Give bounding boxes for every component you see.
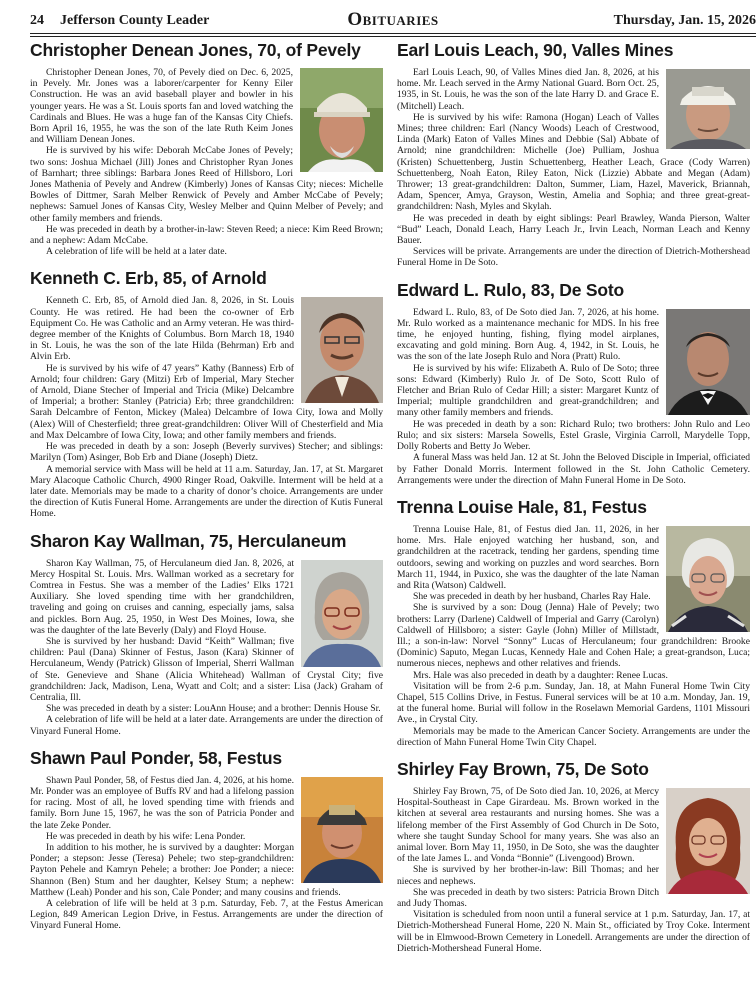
obituary-headline: Christopher Denean Jones, 70, of Pevely [30, 40, 361, 60]
portrait-photo-erb [301, 297, 383, 403]
obituary-ponder [30, 748, 383, 932]
obituary-paragraph: He was preceded in death by a son: Joseph (Beverly survives) Stecher; and siblings: Marilyn (Tom) Asinger, Bob Erb and Diane (Joseph) Dietz. [30, 441, 383, 464]
obituary-headline: Shawn Paul Ponder, 58, Festus [30, 747, 282, 768]
obituary-leach [397, 40, 750, 269]
issue-date: Thursday, Jan. 15, 2026 [613, 13, 756, 28]
obituary-paragraph: He is survived by his wife: Elizabeth A. Rulo of De Soto; three sons: Edward (Kimberly) Rulo Jr. of De Soto, Scott Rulo of Fletcher and Brian Rulo of Cedar Hill; a sister: Margaret Kuntz of Imperial; multiple grandchildren and great-grandchildren; and many other family members and friends. [397, 362, 659, 419]
obituary-paragraph: He was preceded in death by a son: Richard Rulo; two brothers: John Rulo and Leo Rulo; and six sisters: Marsela Sowells, Estel Grasle, Virginia Carroll, Marydelle Topp, Dolly Roberts and Betty Jo Weber. [397, 418, 750, 453]
obituary-paragraph: He is survived by his wife: Deborah McCabe Jones of Pevely; two sons: Joshua Michael (Jill) Jones and Christopher Ryan Jones of Barnhart; three siblings: Barbara Jones Reed of Hillsboro, Lori Jones Mathenia of Pevely and Andrew (Kimberly) Jones of Kansas City; nieces: Michelle Bowles of Dittmer, Sarah Melber Renwick of Pevely and Amber McCabe of Pevely; nephews: Samuel Jones of Kansas City, Wesley Melber and Quinn Melber of Pevely; and other family members and friends. [30, 145, 383, 224]
obituary-paragraph: She was preceded in death by a sister: LouAnn House; and a brother: Dennis House Sr. [46, 703, 381, 715]
obituary-headline: Edward L. Rulo, 83, De Soto [397, 279, 624, 300]
obituary-wallman [30, 531, 383, 737]
obituary-paragraph: She is survived by her brother-in-law: Bill Thomas; and her nieces and nephews. [397, 864, 659, 887]
obituary-paragraph: A memorial service with Mass will be held at 11 a.m. Saturday, Jan. 17, at St. Margaret Mary Alacoque Catholic Church, 4900 Ringer Road, Oakville. Interment will be held at a later date. Memorials may be made to a charity of donor’s choice. Arrangements are under the direction of Kutis Funeral Home. Arrangements are under the direction of Kutis Funeral Home. [30, 463, 383, 520]
obituary-paragraph: She is survived by her husband: David “Keith” Wallman; five children: Paul (Dana) Skinner of Festus, Jason (Kara) Skinner of Herculaneum, Wendy (Patrick) Glisson of Imperial, Sherri Wallman of Ste. Genevieve and Shane (Alicia Whitehead) Wallman of Crystal City; five grandchildren: Jack, Madison, Lena, Wyatt and Colt; and a sister: Lisa (Jack) Graham of Centralia, Ill. [30, 635, 383, 703]
obituary-headline: Shirley Fay Brown, 75, De Soto [397, 758, 649, 779]
portrait-photo-wallman [301, 560, 383, 667]
left-column [30, 40, 383, 932]
obituary-paragraph: A celebration of life will be held at a later date. Arrangements are under the direction of Vinyard Funeral Home. [30, 714, 383, 737]
portrait-photo-jones [300, 68, 383, 172]
obituary-paragraph: Visitation is scheduled from noon until a funeral service at 1 p.m. Saturday, Jan. 17, at Dietrich-Mothershead Funeral Home, 220 N. Main St., officiated by Troy Coke. Interment will be in Elmwood-Brown Cemetery in Lonedell. Arrangements are under the direction of Dietrich-Mothershead Funeral Home. [397, 909, 750, 954]
obituary-headline: Earl Louis Leach, 90, Valles Mines [397, 40, 674, 60]
obituary-headline: Trenna Louise Hale, 81, Festus [397, 496, 647, 517]
portrait-photo-hale [666, 526, 750, 632]
portrait-photo-rulo [666, 309, 750, 415]
portrait-photo-brown [666, 788, 750, 894]
obituary-paragraph: He is survived by his wife: Ramona (Hogan) Leach of Valles Mines; three children: Earl (Nancy Woods) Leach of Crestwood, Linda (Mark) Eaton of Valles Mines and Debbie (Sal) Abbate of Arnold; nine grandchildren: Michelle (Joe) Pulliam, Joshua (Kristen) Schuettenberg, Justin Schuettenberg, Heather Leach, Grace (Cody Warren) Schuettenberg, Noah Eaton, Riley Eaton, Nick (Lizzie) Abbate and Megan (Adam) Thrower; 13 great-grandchildren: Dalton, Summer, Liam, Hazel, Maverick, Briannah, Adam, Spencer, Amya, Grayson, Westin, Amelia and Sophia; and three great-great-grandchildren: Nash, Myles and Skylah. [397, 111, 750, 213]
obituary-erb [30, 268, 383, 519]
page-header [30, 9, 756, 35]
header-rule [30, 33, 756, 34]
obituary-paragraph: A funeral Mass was held Jan. 12 at St. John the Beloved Disciple in Imperial, officiated by Father Donald Morris. Interment followed in the St. John Catholic Cemetery. Arrangements were under the direction of Mahn Funeral Home in De Soto. [397, 452, 750, 486]
obituary-paragraph: In addition to his mother, he is survived by a daughter: Morgan Ponder; a stepson: Jesse (Teresa) Pehele; two step-grandchildren: Payton Pehele and Kamryn Pehele; a brother: Joe Ponder; a niece: Shannon (Ben) Stum and her daughter, Kelsey Stum; a nephew: Matthew (Leah) Ponder and his son, Cale Ponder; and many cousins and friends. [30, 841, 341, 898]
obituary-brown [397, 759, 750, 954]
obituary-paragraph: Visitation will be from 2-6 p.m. Sunday, Jan. 18, at Mahn Funeral Home Twin City Chapel, 515 Collins Drive, in Festus. Funeral services will be at 10 a.m. Monday, Jan. 19, at the funeral home. Burial will follow in the Roselawn Memorial Gardens, 1101 Missouri Ave., in Crystal City. [397, 680, 750, 726]
header-rule-2 [30, 36, 756, 37]
obituary-paragraph: Trenna Louise Hale, 81, of Festus died Jan. 11, 2026, in her home. Mrs. Hale enjoyed watching her husband, son, and grandchildren at the racetrack, tending her gardens, spending time outdoors, sewing and working on puzzles and word searches. Born March 11, 1944, in Puxico, she was the daughter of the late Naman and Rita (Watson) Caldwell. [397, 523, 659, 591]
obituary-paragraph: Sharon Kay Wallman, 75, of Herculaneum died Jan. 8, 2026, at Mercy Hospital St. Louis. Mrs. Wallman worked as a secretary for Comtrea in Festus. She was a member of the Ladies’ Elks 1721 Auxiliary. She loved spending time with her grandchildren, traveling and going on cruises and canning, especially jams, salsa and pickles. Born Aug. 25, 1950, in West Des Moines, Iowa, she was the daughter of the late Beverly (Daly) and Floyd House. [30, 557, 294, 636]
obituary-paragraph: A celebration of life will be held at 3 p.m. Saturday, Feb. 7, at the Festus American Legion, 849 American Legion Drive, in Festus. Arrangements are under the direction of Vinyard Funeral Home. [30, 898, 383, 932]
obituary-paragraph: She was preceded in death by two sisters: Patricia Brown Ditch and Judy Thomas. [397, 886, 659, 909]
portrait-photo-ponder [301, 777, 383, 883]
obituary-jones [30, 40, 383, 257]
obituary-paragraph: Services will be private. Arrangements are under the direction of Dietrich-Mothershead Funeral Home in De Soto. [397, 246, 750, 269]
obituary-paragraph: A celebration of life will be held at a later date. [46, 246, 227, 258]
obituary-paragraph: He was preceded in death by his wife: Lena Ponder. [46, 830, 246, 842]
obituary-paragraph: Memorials may be made to the American Cancer Society. Arrangements are under the direction of Mahn Funeral Home Twin City Chapel. [397, 725, 750, 748]
obituary-rulo [397, 280, 750, 486]
obituary-paragraph: Shirley Fay Brown, 75, of De Soto died Jan. 10, 2026, at Mercy Hospital-Southeast in Cape Girardeau. Ms. Brown worked in the kitchen at several area restaurants and nursing homes. She was a lifelong member of the First Assembly of God Church in De Soto, where she taught Sunday School for many years. She was also an animal lover. Born May 11, 1950, in De Soto, she was the daughter of the late James L. and Vonda “Bonnie” (Livengood) Brown. [397, 785, 659, 865]
obituary-paragraph: She was preceded in death by her husband, Charles Ray Hale. [413, 591, 651, 603]
portrait-photo-leach [666, 69, 750, 149]
obituary-paragraph: Edward L. Rulo, 83, of De Soto died Jan. 7, 2026, at his home. Mr. Rulo worked as a maintenance mechanic for MDS. In his free time, he enjoyed hunting, fishing, flying model airplanes, excavating and gold mining. Born Aug. 4, 1942, in St. Louis, he was the son of the late Joseph Rulo and Nora (Pratt) Rulo. [397, 306, 659, 363]
page-number: 24 [30, 13, 44, 28]
right-column [397, 40, 750, 954]
obituary-headline: Kenneth C. Erb, 85, of Arnold [30, 268, 267, 289]
obituary-headline: Sharon Kay Wallman, 75, Herculaneum [30, 530, 347, 551]
obituary-paragraph: Christopher Denean Jones, 70, of Pevely died on Dec. 6, 2025, in Pevely. Mr. Jones was a laborer/carpenter for Kenny Eiler Construction. He was an avid baseball player and bowler in his younger years. He was a St. Louis sports fan and loved watching the Cardinals and Blues. He was a huge fan of the Kansas City Chiefs. Born April 16, 1955, he was the son of the late Ruth Keim Jones and William Denean Jones. [30, 67, 293, 146]
obituary-paragraph: He is survived by his wife of 47 years” Kathy (Banness) Erb of Arnold; four children: Gary (Mitzi) Erb of Imperial, Mary Stecher of Arnold, Diane Stecher of Imperial and Tricia (Mike) Delcambre of Imperial; a brother: Stanley (Patricia) Erb; three grandchildren: Sarah Delcambre of Fenton, Mickey (Malea) Delcambre of Iowa City, Iowa and Molly (Alex) Will of Chesterfield; three great-grandchildren: Oliver Will of Chesterfield and Mia and Max Delcambre of Iowa City, Iowa; and other family members and friends. [30, 362, 383, 441]
obituary-paragraph: He was preceded in death by a brother-in-law: Steven Reed; a niece: Kim Reed Brown; and a nephew: Adam McCabe. [30, 223, 383, 247]
obituary-paragraph: Mrs. Hale was also preceded in death by a daughter: Renee Lucas. [413, 669, 668, 681]
obituary-paragraph: She is survived by a son: Doug (Jenna) Hale of Pevely; two brothers: Larry (Darlene) Caldwell of Imperial and Garry (Carolyn) Caldwell of Hillsboro; a sister: Gayle (John) Miller of Millstadt, Ill.; a son-in-law: Norvel “Sonny” Lucas of Herculaneum; four grandchildren: Brooke (Dominic) Saputo, Megan Lucas, Kennedy Hale and Cohen Hale; a great-grandson, Luca; numerous nieces, nephews and other relatives and friends. [397, 602, 750, 670]
obituary-paragraph: Shawn Paul Ponder, 58, of Festus died Jan. 4, 2026, at his home. Mr. Ponder was an employee of Buffs RV and had a lifelong passion for racing. Most of all, he loved spending time with friends and family. Born June 15, 1967, he was the son of Patricia Ponder and the late Zeke Ponder. [30, 774, 294, 831]
obituary-hale [397, 497, 750, 748]
obituary-paragraph: Earl Louis Leach, 90, of Valles Mines died Jan. 8, 2026, at his home. Mr. Leach served in the Army National Guard. Born Oct. 25, 1935, in St. Louis, he was the son of the late Harry D. and Grace E. (Mitchell) Leach. [397, 67, 659, 112]
section-title: Obituaries [347, 9, 439, 30]
obituary-paragraph: He was preceded in death by eight siblings: Pearl Brawley, Wanda Pierson, Walter “Bud” Leach, Donald Leach, Harry Leach Jr., Irvin Leach, Norman Leach and Kenny Bauer. [397, 212, 750, 247]
publication-name: Jefferson County Leader [60, 13, 210, 28]
obituary-paragraph: Kenneth C. Erb, 85, of Arnold died Jan. 8, 2026, in St. Louis County. He was retired. He had been the co-owner of Erb Equipment Co. He was Catholic and an Army veteran. He was third-degree member of the Knights of Columbus. Born March 18, 1940 in St. Louis, he was the son of the late Hilda (Behrman) Erb and Alvin Erb. [30, 295, 294, 363]
